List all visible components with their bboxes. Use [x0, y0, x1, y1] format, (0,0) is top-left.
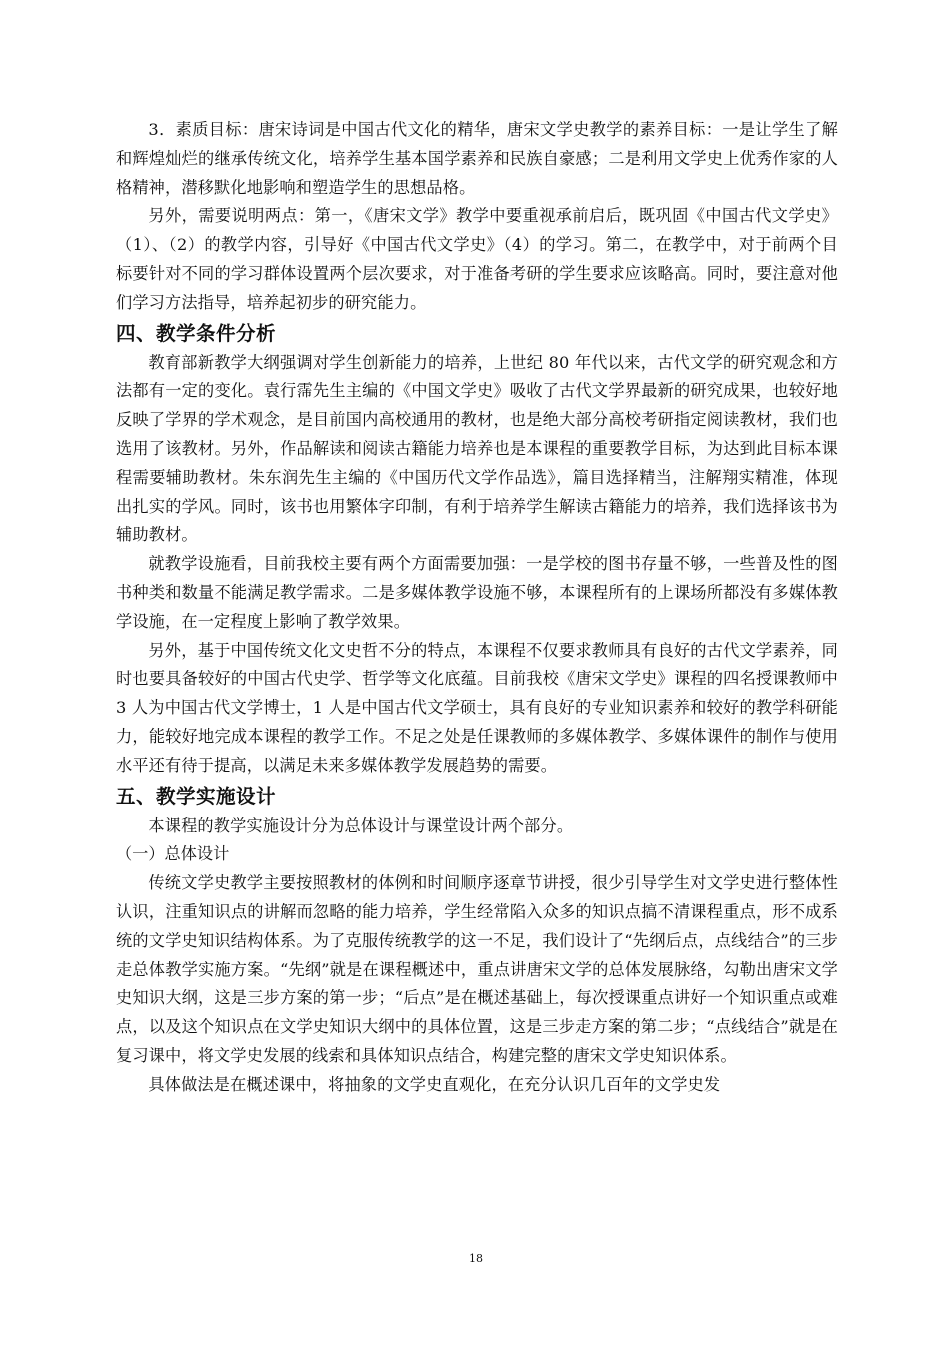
section-heading-implementation-design: 五、教学实施设计: [116, 784, 277, 808]
page-number: 18: [469, 1252, 483, 1265]
paragraph-overall-design: 传统文学史教学主要按照教材的体例和时间顺序逐章节讲授，很少引导学生对文学史进行整体性认识，注重知识点的讲解而忽略的能力培养，学生经常陷入众多的知识点搞不清课程重点，形不成系统的文学史知识结构体系。为了克服传统教学的这一不足，我们设计了“先纲后点，点线结合”的三步走总体教学实施方案。“先纲”就是在课程概述中，重点讲唐宋文学的总体发展脉络，勾勒出唐宋文学史知识大纲，这是三步方案的第一步；“后点”是在概述基础上，每次授课重点讲好一个知识重点或难点，以及这个知识点在文学史知识大纲中的具体位置，这是三步走方案的第二步；“点线结合”就是在复习课中，将文学史发展的线索和具体知识点结合，构建完整的唐宋文学史知识体系。: [116, 873, 838, 1065]
subsection-heading-overall-design: （一）总体设计: [116, 844, 230, 864]
paragraph-design-overview: 本课程的教学实施设计分为总体设计与课堂设计两个部分。: [148, 815, 574, 835]
paragraph-specific-approach: 具体做法是在概述课中，将抽象的文学史直观化，在充分认识几百年的文学史发: [148, 1074, 721, 1094]
paragraph-teachers: 另外，基于中国传统文化文史哲不分的特点，本课程不仅要求教师具有良好的古代文学素养，同时也要具备较好的中国古代史学、哲学等文化底蕴。目前我校《唐宋文学史》课程的四名授课教师中 3 人为中国古代文学博士，1 人是中国古代文学硕士，具有良好的专业知识素养和较好的教学科研能力，能较好地完成本课程的教学工作。不足之处是任课教师的多媒体教学、多媒体课件的制作与使用水平还有待于提高，以满足未来多媒体教学发展趋势的需要。: [116, 640, 838, 775]
page-content: [116, 116, 838, 1100]
paragraph-textbooks: 教育部新教学大纲强调对学生创新能力的培养，上世纪 80 年代以来，古代文学的研究观念和方法都有一定的变化。袁行霈先生主编的《中国文学史》吸收了古代文学界最新的研究成果，也较好地反映了学界的学术观念，是目前国内高校通用的教材，也是绝大部分高校考研指定阅读教材，我们也选用了该教材。另外，作品解读和阅读古籍能力培养也是本课程的重要教学目标，为达到此目标本课程需要辅助教材。朱东润先生主编的《中国历代文学作品选》，篇目选择精当，注解翔实精准，体现出扎实的学风。同时，该书也用繁体字印制，有利于培养学生解读古籍能力的培养，我们选择该书为辅助教材。: [116, 352, 838, 545]
section-heading-teaching-conditions: 四、教学条件分析: [116, 321, 277, 345]
paragraph-facilities: 就教学设施看，目前我校主要有两个方面需要加强：一是学校的图书存量不够，一些普及性的图书种类和数量不能满足教学需求。二是多媒体教学设施不够，本课程所有的上课场所都没有多媒体教学设施，在一定程度上影响了教学效果。: [116, 554, 838, 631]
paragraph-quality-goal: 3．素质目标：唐宋诗词是中国古代文化的精华，唐宋文学史教学的素养目标：一是让学生了解和辉煌灿烂的继承传统文化，培养学生基本国学素养和民族自豪感；二是利用文学史上优秀作家的人格精神，潜移默化地影响和塑造学生的思想品格。: [116, 120, 838, 197]
paragraph-additional-notes: 另外，需要说明两点：第一，《唐宋文学》教学中要重视承前启后，既巩固《中国古代文学史》（1）、（2）的教学内容，引导好《中国古代文学史》（4）的学习。第二，在教学中，对于前两个目标要针对不同的学习群体设置两个层次要求，对于准备考研的学生要求应该略高。同时，要注意对他们学习方法指导，培养起初步的研究能力。: [116, 206, 838, 312]
